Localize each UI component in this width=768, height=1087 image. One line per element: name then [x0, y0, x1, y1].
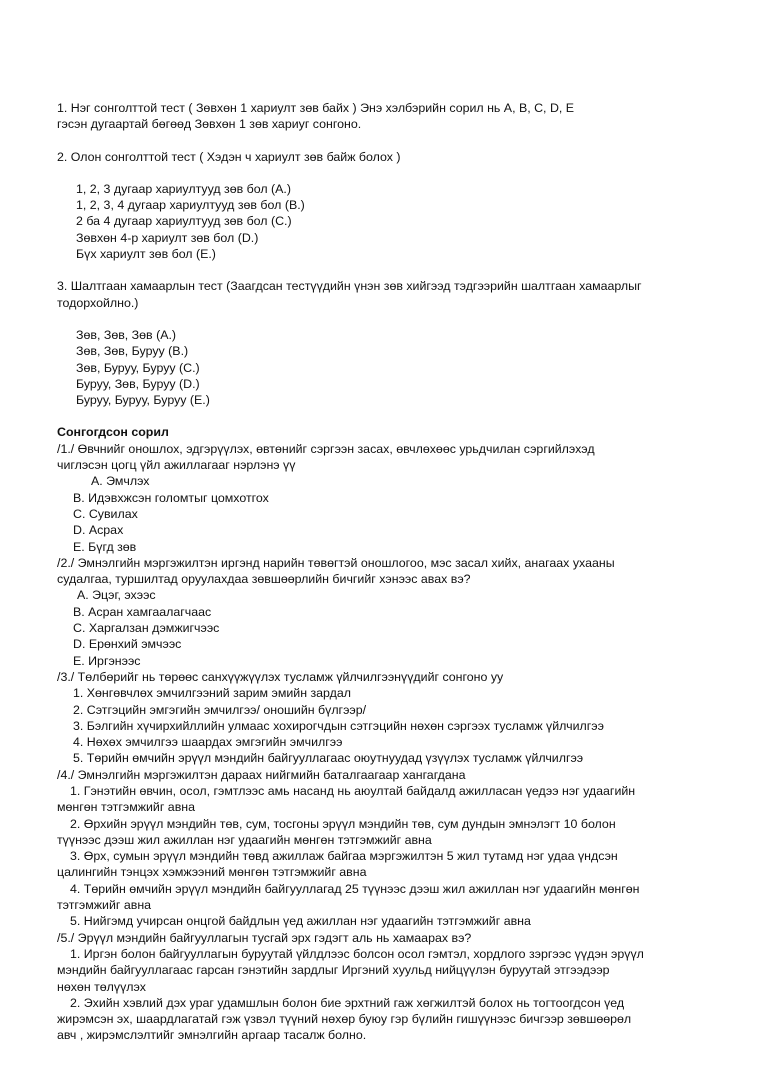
question-5-text: /5./ Эрүүл мэндийн байгууллагын тусгай эрх гэдэгт аль нь хамаарах вэ? — [57, 930, 472, 945]
question-1-text: /1./ Өвчнийг оношлох, эдгэрүүлэх, өвтөнийг сэргээн засах, өвчлөхөөс урьдчилан сэргийлэхэд — [57, 441, 595, 456]
answer-option: 4. Нөхөх эмчилгээ шаардах эмгэгийн эмчилгээ — [73, 735, 343, 750]
answer-option: 3. Бэлгийн хүчирхийллийн улмаас хохирогчдын сэтгэцийн нөхөн сэргээх тусламж үйлчилгээ — [73, 718, 604, 733]
document-body — [57, 100, 723, 1044]
answer-option: E. Бүгд зөв — [73, 539, 137, 554]
answer-item-continuation: жирэмсэн эх, шаардлагатай гэж үзвэл түүний нөхөр буюу гэр бүлийн гишүүнээс бичгээр зөвшөөрөл — [57, 1012, 632, 1027]
q3-option: Зөв, Зөв, Буруу (B.) — [76, 344, 189, 359]
answer-option: А. Эмчлэх — [91, 474, 150, 489]
q2-option: Зөвхөн 4-р хариулт зөв бол (D.) — [76, 230, 259, 245]
answer-item-continuation: авч , жирэмслэлтийг эмнэлгийн аргаар тасалж болно. — [57, 1028, 367, 1043]
q3-option: Зөв, Зөв, Зөв (A.) — [76, 327, 177, 342]
answer-item: 5. Нийгэмд учирсан онцгой байдлын үед ажиллан нэг удаагийн тэтгэмжийг авна — [70, 914, 531, 929]
q2-option: 1, 2, 3, 4 дугаар хариултууд зөв бол (B.) — [76, 198, 305, 213]
intro-q2: 2. Олон сонголттой тест ( Хэдэн ч хариулт зөв байж болох ) — [57, 149, 401, 164]
answer-item: 4. Төрийн өмчийн эрүүл мэндийн байгууллагад 25 түүнээс дээш жил ажиллан нэг удаагийн мөнгөн — [70, 881, 640, 896]
answer-option: C. Харгалзан дэмжигчээс — [73, 621, 220, 636]
answer-item-continuation: цалингийн тэнцэх хэмжээний мөнгөн тэтгэмжийг авна — [57, 865, 367, 880]
answer-item: 2. Өрхийн эрүүл мэндийн төв, сум, тосгоны эрүүл мэндийн төв, сум дундын эмнэлэгт 10 болон — [70, 816, 616, 831]
answer-option: B. Асран хамгаалагчаас — [73, 604, 212, 619]
answer-option: C. Сувилах — [73, 506, 138, 521]
question-4-text: /4./ Эмнэлгийн мэргэжилтэн дараах нийгмийн баталгаагаар хангагдана — [57, 767, 466, 782]
answer-option: B. Идэвхжсэн голомтыг цомхотгох — [73, 490, 269, 505]
answer-item-continuation: мэндийн байгууллагаас гарсан гэнэтийн зардлыг Иргэний хуульд нийцүүлэн буруутай этгээдээр — [57, 963, 610, 978]
q3-option: Буруу, Буруу, Буруу (E.) — [76, 393, 210, 408]
answer-option: E. Иргэнээс — [73, 653, 141, 668]
answer-option: 1. Хөнгөвчлөх эмчилгээний зарим эмийн зардал — [73, 686, 352, 701]
answer-option: 2. Сэтгэцийн эмгэгийн эмчилгээ/ оношийн бүлгээр/ — [73, 702, 367, 717]
q3-option: Буруу, Зөв, Буруу (D.) — [76, 376, 200, 391]
answer-item-continuation: нөхөн төлүүлэх — [57, 979, 146, 994]
q2-option: 1, 2, 3 дугаар хариултууд зөв бол (A.) — [76, 181, 291, 196]
answer-item: 2. Эхийн хэвлий дэх ураг удамшлын болон бие эрхтний гаж хөгжилтэй болох нь тогтоогдсон үед — [70, 995, 625, 1010]
intro-q1-line2: гэсэн дугаартай бөгөөд Зөвхөн 1 зөв хариуг сонгоно. — [57, 117, 362, 132]
question-1-text: чиглэсэн цогц үйл ажиллагааг нэрлэнэ үү — [57, 458, 296, 473]
q2-option: Бүх хариулт зөв бол (E.) — [76, 247, 216, 262]
intro-q3-line2: тодорхойлно.) — [57, 295, 139, 310]
answer-option: А. Эцэг, эхээс — [77, 588, 156, 603]
intro-q3-line1: 3. Шалтгаан хамаарлын тест (Заагдсан тестүүдийн үнэн зөв хийгээд тэдгээрийн шалтгаан хамаарлыг — [57, 279, 642, 294]
question-2-text: /2./ Эмнэлгийн мэргэжилтэн иргэнд нарийн төвөгтэй оношлогоо, мэс засал хийх, анагаах ухааны — [57, 555, 615, 570]
answer-item-continuation: түүнээс дээш жил ажиллан нэг удаагийн мөнгөн тэтгэмжийг авна — [57, 832, 432, 847]
section-title: Сонгогдсон сорил — [57, 425, 169, 440]
q2-option: 2 ба 4 дугаар хариултууд зөв бол (C.) — [76, 214, 292, 229]
answer-option: D. Асрах — [73, 523, 124, 538]
intro-q1-line1: 1. Нэг сонголттой тест ( Зөвхөн 1 хариулт зөв байх ) Энэ хэлбэрийн сорил нь А, В, С, D, Е — [57, 101, 575, 115]
answer-item: 1. Иргэн болон байгууллагын буруутай үйлдлээс болсон осол гэмтэл, хордлого зэргээс үүдэн эрүүл — [70, 946, 644, 961]
q3-option: Зөв, Буруу, Буруу (C.) — [76, 360, 200, 375]
answer-option: 5. Төрийн өмчийн эрүүл мэндийн байгууллагаас оюутнуудад үзүүлэх тусламж үйлчилгээ — [73, 751, 584, 766]
question-2-text: судалгаа, туршилтад оруулахдаа зөвшөөрлийн бичгийг хэнээс авах вэ? — [57, 572, 471, 587]
answer-item: 1. Гэнэтийн өвчин, осол, гэмтлээс амь насанд нь аюултай байдалд ажилласан үедээ нэг удаагийн — [70, 783, 636, 798]
question-3-text: /3./ Төлбөрийг нь төрөөс санхүүжүүлэх тусламж үйлчилгээнүүдийг сонгоно уу — [57, 669, 504, 684]
answer-item-continuation: тэтгэмжийг авна — [57, 898, 152, 913]
answer-option: D. Ерөнхий эмчээс — [73, 637, 182, 652]
answer-item-continuation: мөнгөн тэтгэмжийг авна — [57, 800, 196, 815]
answer-item: 3. Өрх, сумын эрүүл мэндийн төвд ажиллаж байгаа мэргэжилтэн 5 жил тутамд нэг удаа үндсэн — [70, 849, 618, 864]
